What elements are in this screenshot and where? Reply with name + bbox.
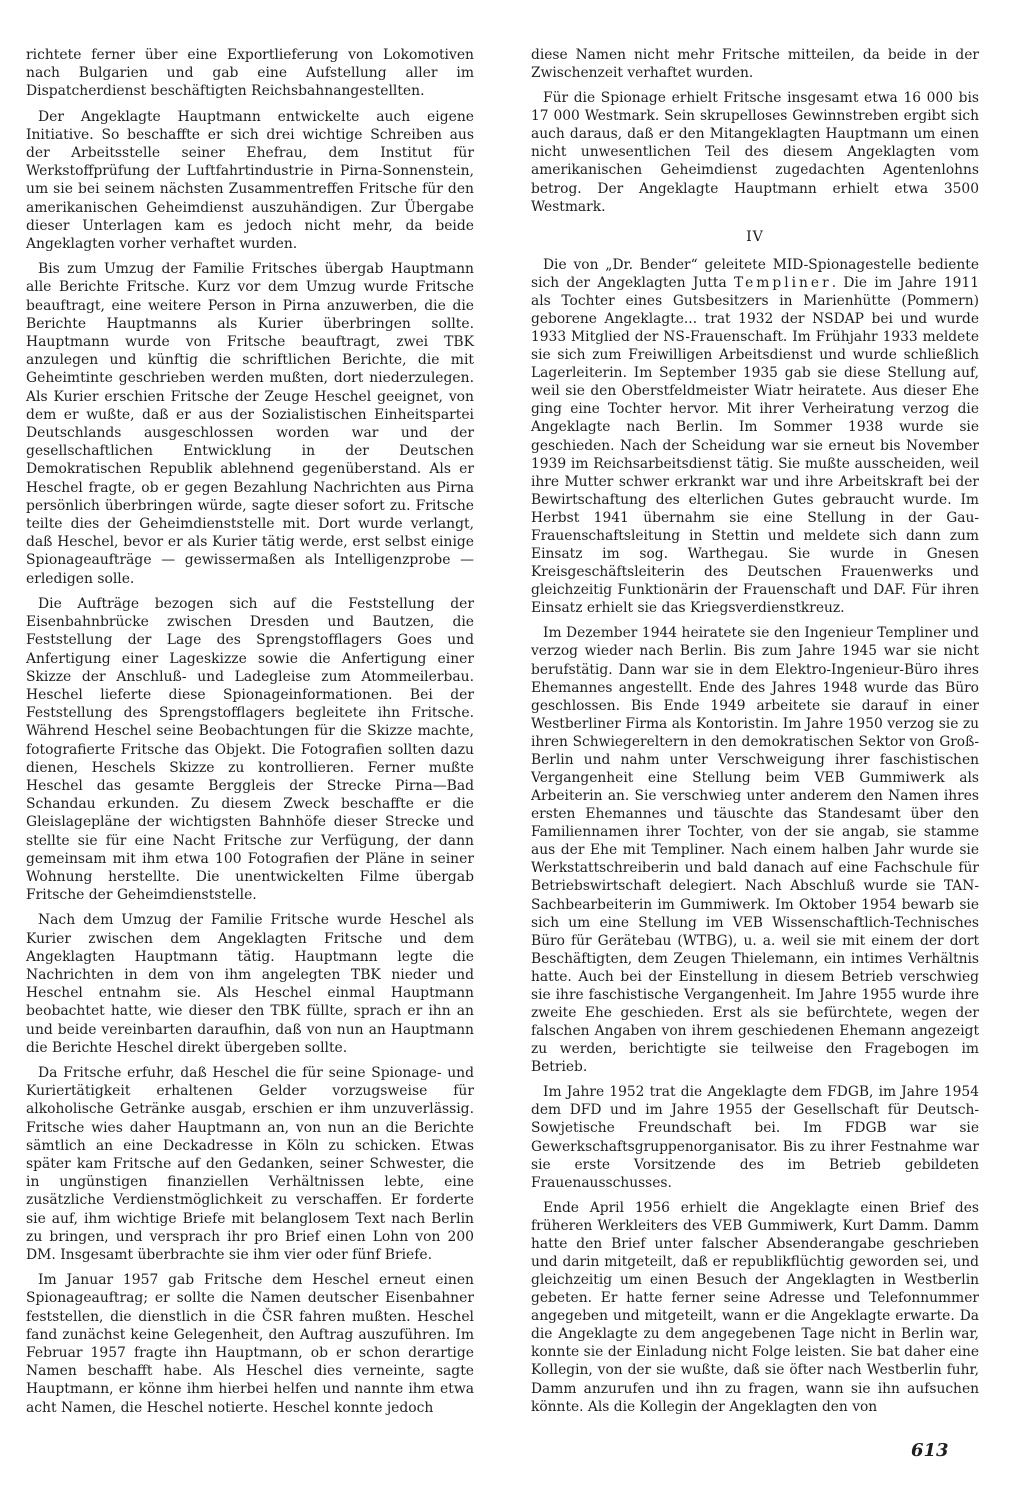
paragraph: Bis zum Umzug der Familie Fritsches übergab Hauptmann alle Berichte Fritsche. Kurz vor dem Umzug wurde Fritsche beauftragt, eine weitere Person in Pirna anzuwerben, die die Berichte Hauptmanns als Kurier überbringen sollte. Hauptmann wurde von Fritsche beauftragt, zwei TBK anzulegen und künftig die schriftlichen Berichte, die mit Geheimtinte geschrieben werden mußten, dort niederzulegen. Als Kurier erschien Fritsche der Zeuge Heschel geeignet, von dem er wußte, daß er aus der Sozialistischen Einheitspartei Deutschlands ausgeschlossen worden war und der gesellschaftlichen Entwicklung in der Deutschen Demokratischen Republik ablehnend gegenüberstand. Als er Heschel fragte, ob er gegen Bezahlung Nachrichten aus Pirna persönlich überbringen würde, sagte dieser sofort zu. Fritsche teilte dies der Geheimdienststelle mit. Dort wurde verlangt, daß Heschel, bevor er als Kurier tätig werde, erst selbst einige Spionageaufträge — gewissermaßen als Intelligenzprobe — erledigen solle. (26, 261, 474, 587)
paragraph: Im Januar 1957 gab Fritsche dem Heschel erneut einen Spionageauftrag; er sollte die Namen deutscher Eisenbahner feststellen, die dienstlich in die ČSR fahren mußten. Heschel fand zunächst keine Gelegenheit, den Auftrag auszuführen. Im Februar 1957 fragte ihn Hauptmann, ob er schon derartige Namen beschafft habe. Als Heschel dies verneinte, sagte Hauptmann, er könne ihm hierbei helfen und nannte ihm etwa acht Namen, die Heschel notierte. Heschel konnte jedoch (26, 1272, 474, 1416)
defendant-name: Templiner (734, 274, 832, 291)
paragraph: Die Aufträge bezogen sich auf die Feststellung der Eisenbahnbrücke zwischen Dresden und Bautzen, die Feststellung der Lage des Sprengstofflagers Goes und Anfertigung einer Lageskizze sowie die Anfertigung einer Skizze der Anschluß- und Ladegleise zum Atommeilerbau. Heschel lieferte diese Spionageinformationen. Bei der Feststellung des Sprengstofflagers begleitete ihn Fritsche. Während Heschel seine Beobachtungen für die Skizze machte, fotografierte Fritsche das Objekt. Die Fotografien sollten dazu dienen, Heschels Skizze zu kontrollieren. Ferner mußte Heschel das gesamte Berggleis der Strecke Pirna—Bad Schandau erkunden. Zu diesem Zweck beschaffte er die Gleislagepläne der wichtigsten Bahnhöfe dieser Strecke und stellte sie für eine Nacht Fritsche zur Verfügung, der dann gemeinsam mit ihm etwa 100 Fotografien der Pläne in seiner Wohnung herstellte. Die unentwickelten Filme übergab Fritsche der Geheimdienststelle. (26, 595, 474, 904)
paragraph: diese Namen nicht mehr Fritsche mitteilen, da beide in der Zwischenzeit verhaftet wurden. (531, 47, 979, 82)
paragraph: Für die Spionage erhielt Fritsche insgesamt etwa 16 000 bis 17 000 Westmark. Sein skrupelloses Gewinnstreben ergibt sich auch daraus, daß er den Mitangeklagten Hauptmann um einen nicht unwesentlichen Teil des diesem Angeklagten vom amerikanischen Geheimdienst zugedachten Agentenlohns betrog. Der Angeklagte Hauptmann erhielt etwa 3500 Westmark. (531, 90, 979, 215)
left-column (26, 46, 474, 1424)
paragraph (531, 256, 979, 618)
paragraph: Im Jahre 1952 trat die Angeklagte dem FDGB, im Jahre 1954 dem DFD und im Jahre 1955 der Gesellschaft für Deutsch-Sowjetische Freundschaft bei. Im FDGB war sie Gewerkschaftsgruppenorganisator. Bis zu ihrer Festnahme war sie erste Vorsitzende des im Betrieb gebildeten Frauenausschusses. (531, 1084, 979, 1191)
section-heading: IV (746, 228, 764, 245)
paragraph: Der Angeklagte Hauptmann entwickelte auch eigene Initiative. So beschaffte er sich drei wichtige Schreiben aus der Arbeitsstelle seiner Ehefrau, dem Institut für Werkstoffprüfung der Luftfahrtindustrie in Pirna-Sonnenstein, um sie bei seinem nächsten Zusammentreffen Fritsche für den amerikanischen Geheimdienst auszuhändigen. Zur Übergabe dieser Unterlagen kam es jedoch nicht mehr, da beide Angeklagten vorher verhaftet wurden. (26, 108, 474, 253)
paragraph-text: Die von „Dr. Bender“ geleitete MID-Spionagestelle bediente sich der Angeklagten Jutta (531, 256, 979, 291)
paragraph: Nach dem Umzug der Familie Fritsche wurde Heschel als Kurier zwischen dem Angeklagten Fritsche und dem Angeklagten Hauptmann tätig. Hauptmann legte die Nachrichten in dem von ihm angelegten TBK nieder und Heschel entnahm sie. Als Heschel einmal Hauptmann beobachtet hatte, wie dieser den TBK füllte, sprach er ihn an und beide vereinbarten daraufhin, daß von nun an Hauptmann die Berichte Heschel direkt übergeben sollte. (26, 912, 474, 1056)
paragraph: Ende April 1956 erhielt die Angeklagte einen Brief des früheren Werkleiters des VEB Gummiwerk, Kurt Damm. Damm hatte den Brief unter falscher Absenderangabe geschrieben und darin mitgeteilt, daß er republikflüchtig geworden sei, und gleichzeitig um einen Besuch der Angeklagten in Westberlin gebeten. Er hatte ferner seine Adresse und Telefonnummer angegeben und mitgeteilt, wann er die Angeklagte erwarte. Da die Angeklagte zu dem angegebenen Tage nicht in Berlin war, konnte sie der Einladung nicht Folge leisten. Sie bat daher eine Kollegin, von der sie wußte, daß sie öfter nach Westberlin fuhr, Damm anzurufen und ihn zu fragen, wann sie ihn aufsuchen könnte. Als die Kollegin der Angeklagten den von (531, 1199, 979, 1415)
page-number: 613 (911, 1440, 949, 1461)
paragraph: Im Dezember 1944 heiratete sie den Ingenieur Templiner und verzog wieder nach Berlin. Bis zum Jahre 1945 war sie nicht berufstätig. Dann war sie in dem Elektro-Ingenieur-Büro ihres Ehemannes angestellt. Ende des Jahres 1948 wurde das Büro geschlossen. Bis Ende 1949 arbeitete sie darauf in einer Westberliner Firma als Kontoristin. Im Jahre 1950 verzog sie zu ihren Schwiegereltern in den demokratischen Sektor von Groß-Berlin und nahm unter Verschweigung ihrer faschistischen Vergangenheit eine Stellung beim VEB Gummiwerk als Arbeiterin an. Sie verschwieg unter anderem den Namen ihres ersten Ehemannes und täuschte das Standesamt über den Familiennamen ihrer Tochter, von der sie angab, sie stamme aus der Ehe mit Templiner. Nach einem halben Jahr wurde sie Werkstattschreiberin und bald danach auf eine Fachschule für Betriebswirtschaft delegiert. Nach Abschluß wurde sie TAN-Sachbearbeiterin im Gummiwerk. Im Oktober 1954 bewarb sie sich um eine Stellung im VEB Wissenschaftlich-Technisches Büro für Gerätebau (WTBG), u. a. weil sie mit einem der dort Beschäftigten, dem Zeugen Thielemann, ein intimes Verhältnis hatte. Auch bei der Einstellung in diesem Betrieb verschwieg sie ihre faschistische Vergangenheit. Im Jahre 1955 wurde ihre zweite Ehe geschieden. Erst als sie befürchtete, wegen der falschen Angaben von ihrem geschiedenen Ehemann angezeigt zu werden, berichtigte sie teilweise den Fragebogen im Betrieb. (531, 625, 979, 1076)
paragraph: richtete ferner über eine Exportlieferung von Lokomotiven nach Bulgarien und gab eine Aufstellung aller im Dispatcherdienst beschäftigten Reichsbahnangestellten. (26, 47, 474, 100)
paragraph-text: . Die im Jahre 1911 als Tochter eines Gutsbesitzers in Marienhütte (Pommern) geborene Angeklagte... trat 1932 der NSDAP bei und wurde 1933 Mitglied der NS-Frauenschaft. Im Frühjahr 1933 meldete sie sich zum Freiwilligen Arbeitsdienst und wurde schließlich Lagerleiterin. Im September 1935 gab sie diese Stellung auf, weil sie den Oberstfeldmeister Wiatr heiratete. Aus dieser Ehe ging eine Tochter hervor. Mit ihrer Verheiratung verzog die Angeklagte nach Berlin. Im Sommer 1938 wurde sie geschieden. Nach der Scheidung war sie erneut bis November 1939 im Reichsarbeitsdienst tätig. Sie mußte ausscheiden, weil ihre Mutter schwer erkrankt war und ihre Arbeitskraft bei der Bewirtschaftung des elterlichen Gutes gebraucht wurde. Im Herbst 1941 übernahm sie eine Stellung in der Gau-Frauenschaftsleitung in Stettin und meldete sich dann zum Einsatz im sog. Warthegau. Sie wurde in Gnesen Kreisgeschäftsleiterin des Deutschen Frauenwerks und gleichzeitig Funktionärin der Frauenschaft und DAF. Für ihren Einsatz erhielt sie das Kriegsverdienstkreuz. (531, 274, 980, 617)
right-column (531, 46, 979, 1423)
paragraph: Da Fritsche erfuhr, daß Heschel die für seine Spionage- und Kuriertätigkeit erhaltenen Gelder vorzugsweise für alkoholische Getränke ausgab, erschien er ihm unzuverlässig. Fritsche wies daher Hauptmann an, von nun an die Berichte sämtlich an eine Deckadresse in Köln zu schicken. Etwas später kam Fritsche auf den Gedanken, seiner Schwester, die in ungünstigen finanziellen Verhältnissen lebte, eine zusätzliche Verdienstmöglichkeit zu verschaffen. Er forderte sie auf, ihm wichtige Briefe mit belanglosem Text nach Berlin zu bringen, und versprach ihr pro Brief einen Lohn von 200 DM. Insgesamt überbrachte sie ihm vier oder fünf Briefe. (26, 1064, 474, 1263)
